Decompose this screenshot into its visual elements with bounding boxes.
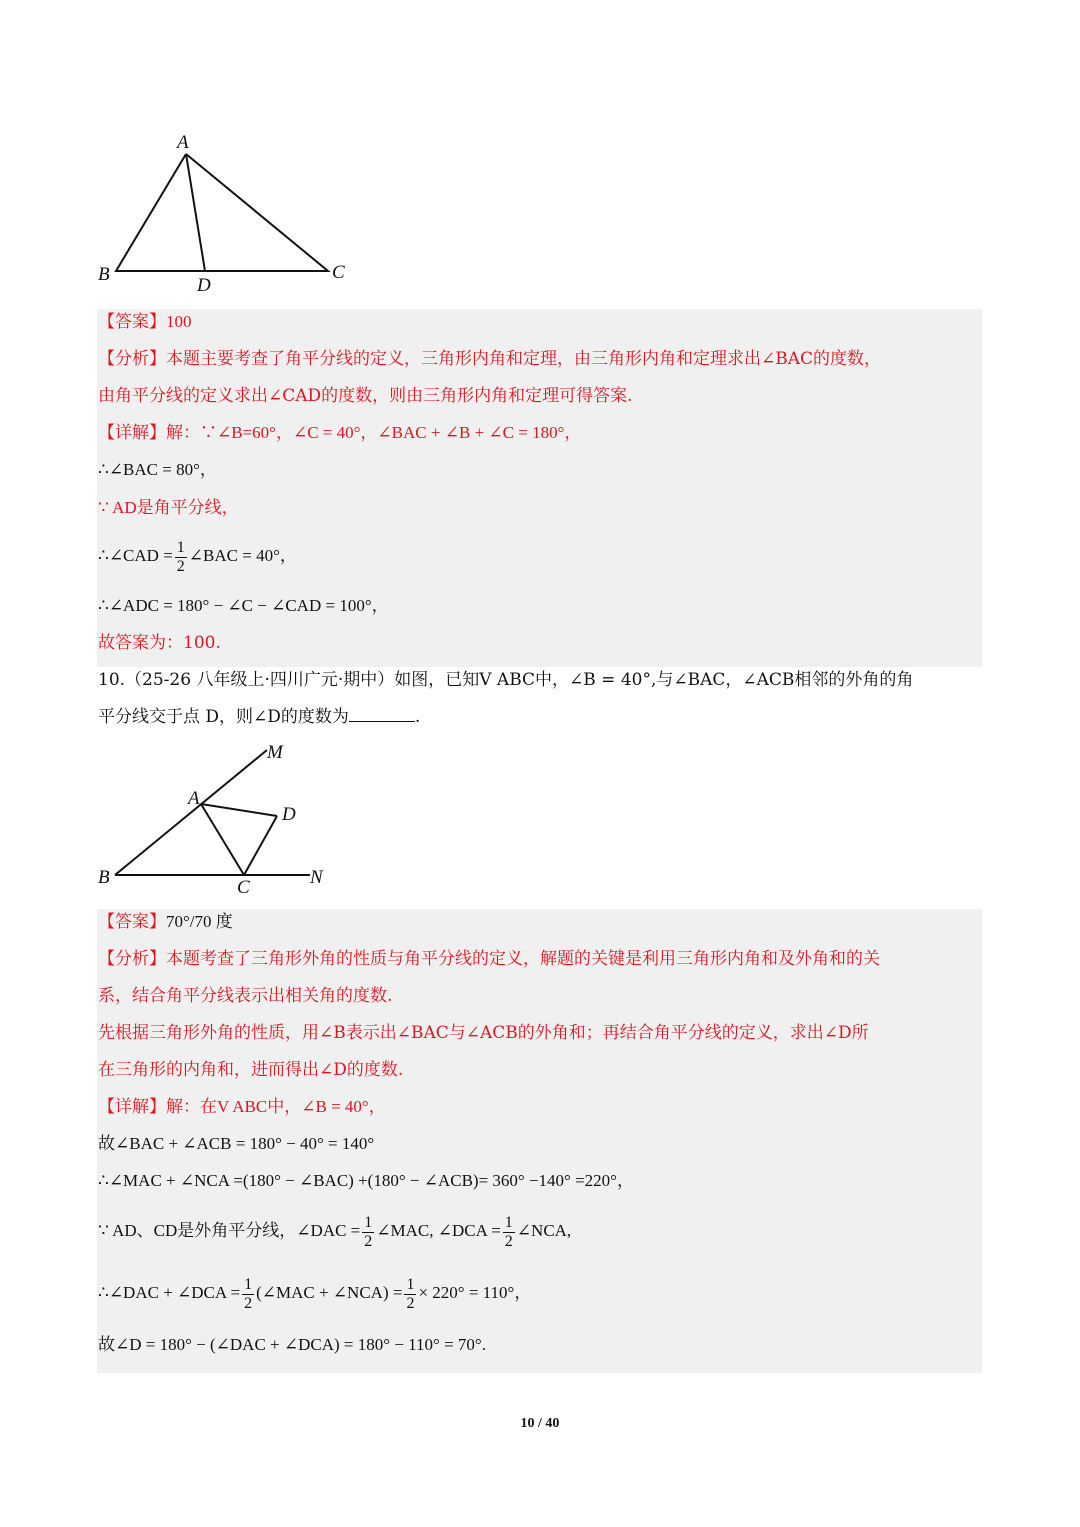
q9-conclusion: 故答案为：100. <box>98 633 221 653</box>
answer-blank <box>349 705 415 722</box>
q10-conclusion: 故∠D = 180° − (∠DAC + ∠DCA) = 180° − 110° = 70°. <box>98 1335 486 1354</box>
fraction-half: $\frac{1}{2}$ <box>406 1275 415 1312</box>
q10-detail-line2: 故∠BAC + ∠ACB = 180° − 40° = 140° <box>98 1134 375 1153</box>
q10-question-line2: 平分线交于点 D，则∠D的度数为 . <box>98 707 421 727</box>
q10-detail-line1: 【详解】解：在V ABC中，∠B = 40°， <box>98 1097 386 1117</box>
fraction-half: $\frac{1}{2}$ <box>364 1213 373 1250</box>
answer-tag: 【答案】 <box>98 312 166 332</box>
q10-detail-line3: ∴∠MAC + ∠NCA =(180° − ∠BAC) +(180° − ∠ACB)= 360° −140° =220°， <box>98 1171 634 1190</box>
q9-detail-line4: ∴∠CAD = $\frac{1}{2}$ ∠BAC = 40°， <box>98 538 297 575</box>
q10-analysis-line2: 系，结合角平分线表示出相关角的度数. <box>98 986 393 1006</box>
q10-detail-line4: ∵ AD、CD是外角平分线，∠DAC = $\frac{1}{2}$ ∠MAC, ∠DCA = $\frac{1}{2}$ ∠NCA, <box>98 1213 572 1250</box>
analysis-tag: 【分析】 <box>98 349 166 369</box>
label-d: D <box>197 275 211 296</box>
page-number: 10 / 40 <box>520 1416 560 1431</box>
label-a: A <box>177 132 189 153</box>
q9-detail-line1: 【详解】解：∵∠B=60°，∠C = 40°，∠BAC + ∠B + ∠C = 180°， <box>98 423 582 443</box>
q9-detail-line3: ∵ AD是角平分线， <box>98 498 239 517</box>
answer-value: 100 <box>166 312 192 331</box>
fraction-half: $\frac{1}{2}$ <box>176 538 185 575</box>
label-d: D <box>282 804 296 825</box>
q10-answer <box>98 910 233 934</box>
q9-analysis-line2: 由角平分线的定义求出∠CAD的度数，则由三角形内角和定理可得答案. <box>98 386 633 406</box>
fraction-half: $\frac{1}{2}$ <box>504 1213 513 1250</box>
label-a: A <box>188 788 200 809</box>
q9-detail-line2: ∴∠BAC = 80°， <box>98 460 217 479</box>
q10-detail-line5: ∴∠DAC + ∠DCA = $\frac{1}{2}$ (∠MAC + ∠NCA) = $\frac{1}{2}$ × 220° = 110°， <box>98 1275 532 1312</box>
q10-analysis-line1: 【分析】本题考查了三角形外角的性质与角平分线的定义，解题的关键是利用三角形内角和及外角和的关 <box>98 949 880 969</box>
label-c: C <box>237 877 250 898</box>
detail-tag: 【详解】 <box>98 1097 166 1117</box>
answer-tag: 【答案】 <box>98 912 166 932</box>
q9-detail-line5: ∴∠ADC = 180° − ∠C − ∠CAD = 100°， <box>98 596 389 615</box>
triangle-figure-2 <box>92 738 342 898</box>
detail-tag: 【详解】 <box>98 423 166 443</box>
q9-analysis-line1: 【分析】本题主要考查了角平分线的定义，三角形内角和定理，由三角形内角和定理求出∠BAC的度数， <box>98 349 882 369</box>
analysis-tag: 【分析】 <box>98 949 166 969</box>
q10-analysis-line4: 在三角形的内角和，进而得出∠D的度数. <box>98 1060 404 1080</box>
q10-analysis-line3: 先根据三角形外角的性质，用∠B表示出∠BAC与∠ACB的外角和；再结合角平分线的定义，求出∠D所 <box>98 1023 869 1043</box>
label-b: B <box>98 264 110 285</box>
label-c: C <box>332 262 345 283</box>
q10-question-line1: 10.（25-26 八年级上·四川广元·期中）如图，已知V ABC中，∠B = 40°,与∠BAC，∠ACB相邻的外角的角 <box>98 670 914 690</box>
label-m: M <box>267 742 283 763</box>
answer-value: 70°/70 度 <box>166 912 233 931</box>
triangle-figure-1 <box>90 128 360 298</box>
q9-answer <box>98 310 192 334</box>
fraction-half: $\frac{1}{2}$ <box>244 1275 253 1312</box>
label-n: N <box>310 867 323 888</box>
label-b: B <box>98 867 110 888</box>
